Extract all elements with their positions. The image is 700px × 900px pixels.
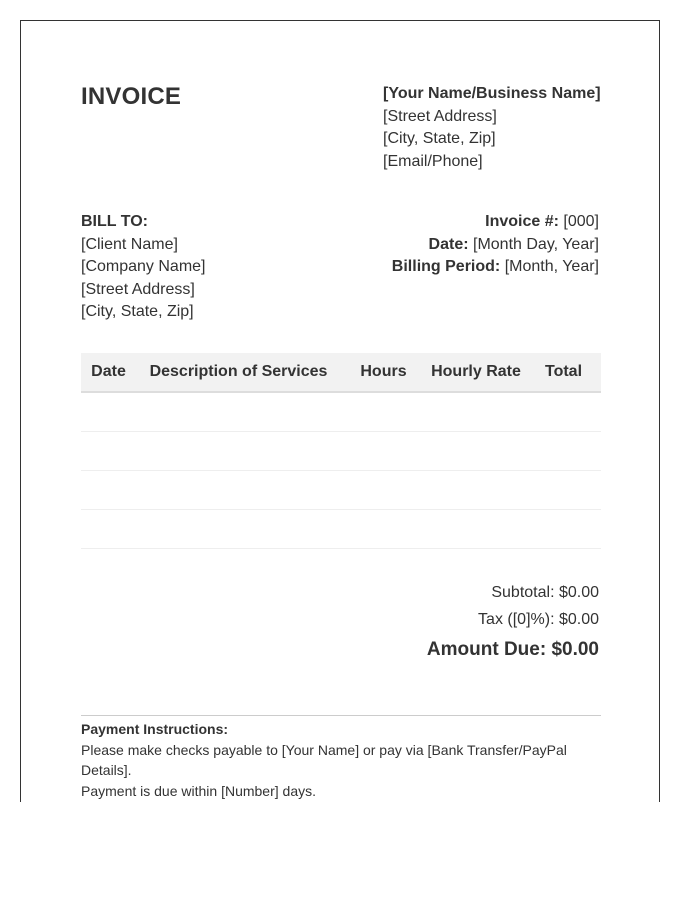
- invoice-number: [392, 211, 599, 234]
- column-header-description: Description of Services: [136, 353, 341, 392]
- table-cell: [526, 392, 601, 432]
- table-cell: [426, 392, 526, 432]
- table-header-row: [81, 353, 601, 392]
- invoice-date-value: [Month Day, Year]: [473, 235, 599, 253]
- payment-instructions-title: Payment Instructions:: [81, 721, 229, 737]
- bill-to-section: [81, 211, 206, 324]
- business-contact: [Email/Phone]: [383, 152, 483, 170]
- invoice-date-label: Date:: [428, 235, 469, 253]
- table-cell: [426, 432, 526, 471]
- invoice-title: INVOICE: [81, 83, 182, 110]
- table-cell: [136, 392, 341, 432]
- column-header-hours: Hours: [341, 353, 426, 392]
- table-row: [81, 471, 601, 510]
- invoice-header: [81, 83, 601, 183]
- column-header-total: Total: [526, 353, 601, 392]
- invoice-date: [392, 234, 599, 257]
- invoice-number-value: [000]: [563, 213, 599, 230]
- client-company: [Company Name]: [81, 258, 206, 275]
- bill-to-label: BILL TO:: [81, 213, 148, 230]
- billing-period-value: [Month, Year]: [504, 258, 599, 275]
- table-cell: [81, 432, 136, 471]
- table-cell: [526, 510, 601, 549]
- business-name: [Your Name/Business Name]: [383, 85, 601, 102]
- services-table: [81, 353, 601, 549]
- table-cell: [341, 392, 426, 432]
- client-street: [Street Address]: [81, 280, 195, 298]
- table-cell: [341, 471, 426, 510]
- payment-instructions: [81, 715, 601, 801]
- table-cell: [341, 432, 426, 471]
- business-street: [Street Address]: [383, 107, 497, 125]
- table-cell: [81, 471, 136, 510]
- payment-due-line: Payment is due within [Number] days.: [81, 782, 316, 799]
- table-cell: [426, 471, 526, 510]
- business-city: [City, State, Zip]: [383, 130, 496, 147]
- table-cell: [81, 392, 136, 432]
- table-row: [81, 432, 601, 471]
- table-row: [81, 392, 601, 432]
- amount-due: Amount Due: $0.00: [426, 639, 599, 660]
- table-cell: [426, 510, 526, 549]
- client-name: [Client Name]: [81, 235, 178, 253]
- billing-period: [392, 256, 599, 279]
- table-cell: [341, 510, 426, 549]
- table-cell: [136, 510, 341, 549]
- table-cell: [136, 432, 341, 471]
- subtotal: Subtotal: $0.00: [491, 584, 599, 601]
- billing-period-label: Billing Period:: [391, 258, 501, 275]
- column-header-date: Date: [81, 353, 136, 392]
- invoice-meta: [392, 211, 599, 279]
- client-city: [City, State, Zip]: [81, 303, 194, 320]
- table-cell: [81, 510, 136, 549]
- table-cell: [526, 432, 601, 471]
- table-cell: [136, 471, 341, 510]
- table-cell: [526, 471, 601, 510]
- table-row: [81, 510, 601, 549]
- invoice-page: [20, 20, 660, 802]
- totals-section: [427, 579, 599, 661]
- business-info: [383, 83, 601, 173]
- column-header-hourly-rate: Hourly Rate: [426, 353, 526, 392]
- tax: Tax ([0]%): $0.00: [478, 611, 599, 628]
- payment-instructions-line: Please make checks payable to [Your Name] or pay via [Bank Transfer/PayPal Details].: [81, 741, 567, 778]
- invoice-number-label: Invoice #:: [485, 213, 559, 230]
